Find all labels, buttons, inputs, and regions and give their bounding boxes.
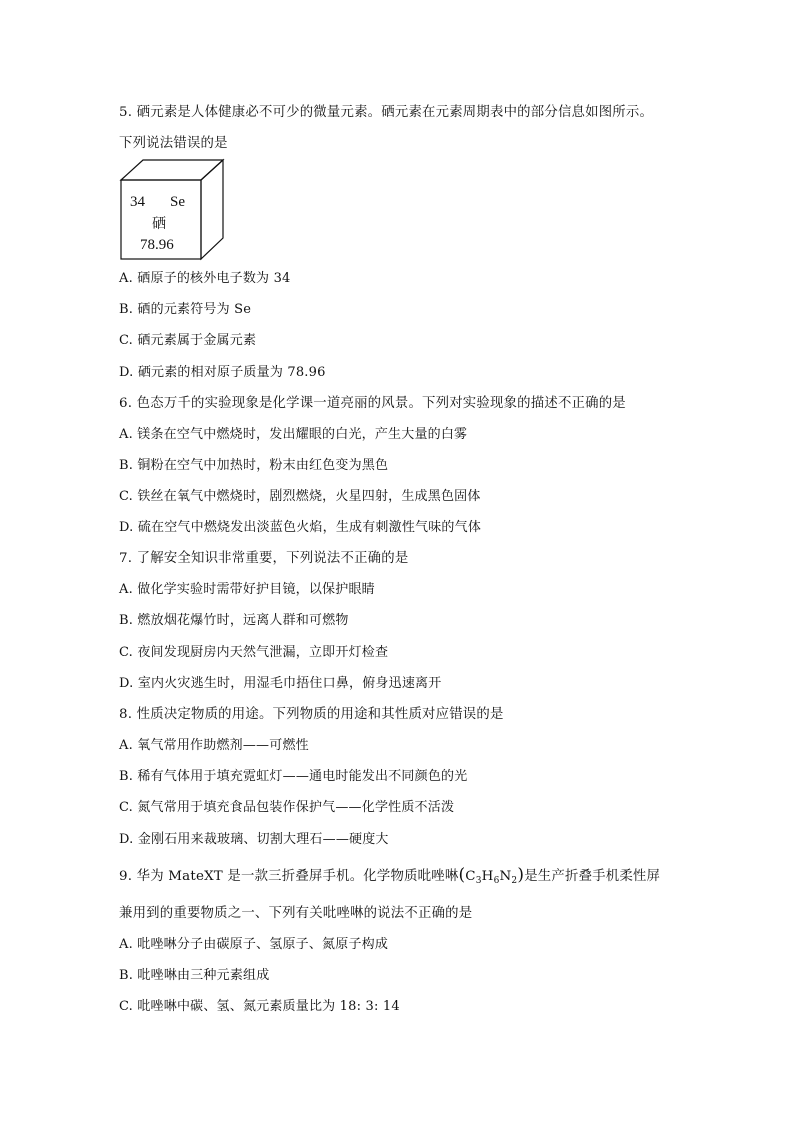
element-symbol: Se	[170, 194, 185, 210]
q7-stem: 7. 了解安全知识非常重要，下列说法不正确的是	[119, 551, 409, 566]
q5-option-d: D. 硒元素的相对原子质量为 78.96	[119, 365, 326, 380]
q9-formula: $(C_3H_6N_2)$	[458, 865, 525, 886]
q7-option-b: B. 燃放烟花爆竹时，远离人群和可燃物	[119, 613, 349, 628]
q6-option-b: B. 铜粉在空气中加热时，粉末由红色变为黑色	[119, 458, 389, 473]
element-atomic-number: 34	[130, 194, 145, 210]
element-card-selenium	[119, 158, 225, 262]
q6-option-d: D. 硫在空气中燃烧发出淡蓝色火焰，生成有刺激性气味的气体	[119, 520, 482, 535]
q6-option-a: A. 镁条在空气中燃烧时，发出耀眼的白光，产生大量的白雾	[119, 427, 468, 442]
q5-stem-line1: 5. 硒元素是人体健康必不可少的微量元素。硒元素在元素周期表中的部分信息如图所示。	[119, 105, 654, 120]
q5-stem-line2: 下列说法错误的是	[119, 136, 228, 151]
q9-stem-after: 是生产折叠手机柔性屏	[524, 869, 661, 884]
q8-option-b: B. 稀有气体用于填充霓虹灯——通电时能发出不同颜色的光	[119, 769, 468, 784]
q7-option-a: A. 做化学实验时需带好护目镜，以保护眼睛	[119, 582, 375, 597]
q8-stem: 8. 性质决定物质的用途。下列物质的用途和其性质对应错误的是	[119, 707, 504, 722]
q7-option-d: D. 室内火灾逃生时，用湿毛巾捂住口鼻，俯身迅速离开	[119, 676, 442, 691]
q9-stem-before: 9. 华为 MateXT 是一款三折叠屏手机。化学物质吡唑啉	[119, 869, 459, 884]
q9-stem-line1	[119, 866, 660, 890]
q9-option-b: B. 吡唑啉由三种元素组成	[119, 968, 270, 983]
q8-option-c: C. 氮气常用于填充食品包装作保护气——化学性质不活泼	[119, 800, 455, 815]
q6-stem: 6. 色态万千的实验现象是化学课一道亮丽的风景。下列对实验现象的描述不正确的是	[119, 396, 626, 411]
element-name: 硒	[152, 216, 166, 232]
q9-stem-line2: 兼用到的重要物质之一、下列有关吡唑啉的说法不正确的是	[119, 906, 473, 921]
q5-option-a: A. 硒原子的核外电子数为 34	[119, 271, 291, 286]
q5-option-c: C. 硒元素属于金属元素	[119, 333, 257, 348]
q9-option-c: C. 吡唑啉中碳、氢、氮元素质量比为 18: 3: 14	[119, 999, 400, 1014]
q5-option-b: B. 硒的元素符号为 Se	[119, 302, 252, 317]
q6-option-c: C. 铁丝在氧气中燃烧时，剧烈燃烧，火星四射，生成黑色固体	[119, 489, 481, 504]
q7-option-c: C. 夜间发现厨房内天然气泄漏，立即开灯检查	[119, 645, 389, 660]
q9-option-a: A. 吡唑啉分子由碳原子、氢原子、氮原子构成	[119, 937, 389, 952]
element-atomic-mass: 78.96	[140, 237, 174, 253]
q8-option-a: A. 氧气常用作助燃剂——可燃性	[119, 738, 309, 753]
q8-option-d: D. 金刚石用来裁玻璃、切割大理石——硬度大	[119, 832, 389, 847]
